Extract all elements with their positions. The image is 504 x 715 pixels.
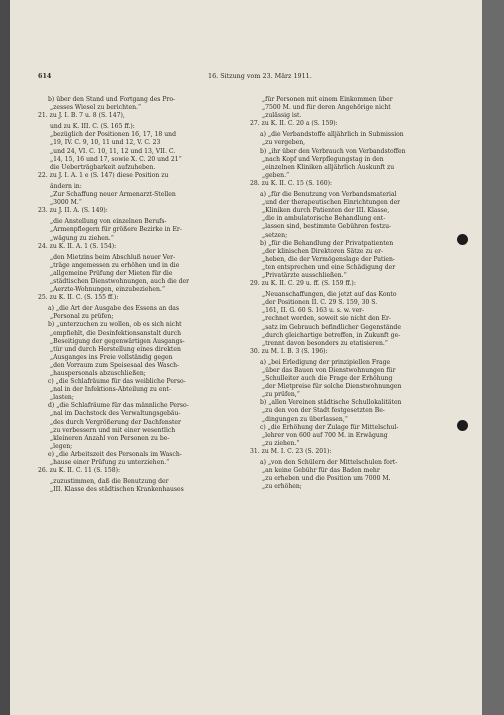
page-edge-background [482, 0, 504, 715]
text-line: „ten entsprechen und eine Schädigung der [262, 263, 396, 271]
text-line: „Zur Schaffung neuer Armenarzt-Stellen [50, 191, 176, 199]
text-line: „zuzustimmen, daß die Benutzung der [50, 478, 169, 486]
text-line: 22. zu J. I. A. 1 e (S. 147) diese Position zu [38, 171, 169, 179]
text-line: 27. zu K. II. C. 20 a (S. 159): [250, 120, 338, 128]
text-line: „zulässig ist. [262, 112, 302, 120]
text-line: b) „ihr über den Verbrauch von Verbandstoffen [260, 147, 406, 155]
text-line: „tür und durch Herstellung eines direkten [50, 345, 181, 353]
text-line: a) „die Art der Ausgabe des Essens an das [48, 305, 180, 313]
text-line: „zu erheben und die Position um 7000 M. [262, 475, 391, 483]
text-line: „städtischen Dienstwohnungen, auch die der [50, 277, 190, 285]
text-line: „161, II. G. 60 S. 163 u. s. w. ver- [262, 307, 365, 315]
text-line: „19, IV. C. 9, 10, 11 und 12, V. C. 23 [50, 139, 161, 147]
text-line: „und der therapeutischen Einrichtungen der [262, 199, 401, 207]
text-line: „zu vergeben, [262, 139, 306, 147]
text-line: „an keine Gebühr für das Baden mehr [262, 467, 380, 475]
text-line: „satz im Gebrauch befindlicher Gegenstände [262, 323, 401, 331]
text-line: „lasten; [50, 394, 74, 402]
text-line: 23. zu J. II. A. (S. 149): [38, 207, 108, 215]
text-line: „trennt davon besonders zu etatisieren.“ [262, 339, 388, 347]
text-line: „setzen; [262, 231, 288, 239]
text-line: 24. zu K. II. A. 1 (S. 154): [38, 242, 117, 250]
text-line: 25. zu K. II. C. (S. 155 ff.): [38, 294, 119, 302]
text-line: „Aerzte-Wohnungen, einzubeziehen.“ [50, 286, 165, 294]
text-line: „zu prüfen,“ [262, 391, 300, 399]
text-line: „lehrer von 600 auf 700 M. in Erwägung [262, 431, 388, 439]
text-line: 31. zu M. I. C. 23 (S. 201): [250, 447, 332, 455]
text-line: d) „die Schlafräume für das männliche Perso- [48, 402, 189, 410]
text-line: „die in ambulatorische Behandlung ent- [262, 215, 386, 223]
text-line: „nal im Dachstock des Verwaltungsgebäu- [50, 410, 181, 418]
text-line: „zu verbessern und mit einer wesentlich [50, 426, 176, 434]
text-line: „Beseitigung der gegenwärtigen Ausgangs- [50, 337, 185, 345]
text-line: „Neuanschaffungen, die jetzt auf das Konto [262, 291, 397, 299]
text-line: „der Positionen II. C. 29 S. 159, 30 S. [262, 299, 378, 307]
text-line: e) „die Arbeitszeit des Personals im Wasch- [48, 450, 182, 458]
text-line: 29. zu K. II. C. 29 u. ff. (S. 159 ff.): [250, 280, 356, 288]
text-line: ändern in: [50, 182, 82, 190]
text-line: und zu K. III. C. (S. 165 ff.): [50, 123, 135, 131]
text-line: „die Anstellung von einzelnen Berufs- [50, 218, 167, 226]
text-line: „zu den von der Stadt festgesetzten Be- [262, 407, 385, 415]
text-line: „den Vorraum zum Speisesaal des Wasch- [50, 361, 180, 369]
text-line: „der Mietpreise für solche Dienstwohnungen [262, 383, 402, 391]
text-line: „geben.“ [262, 171, 290, 179]
text-line: „durch gleichartige betreffen, in Zukunft ge- [262, 331, 401, 339]
text-line: 26. zu K. II. C. 11 (S. 158): [38, 467, 121, 475]
text-line: a) „bei Erledigung der prinzipiellen Frage [260, 358, 391, 366]
text-line: „hauspersonals abzuschließen; [50, 370, 146, 377]
text-line: „hause einer Prüfung zu unterziehen.“ [50, 459, 170, 467]
text-line: „wägung zu ziehen.“ [50, 234, 114, 242]
text-line: „dingungen zu überlassen,“ [262, 415, 348, 423]
text-line: „allgemeine Prüfung der Mieten für die [50, 269, 173, 277]
punch-hole [457, 234, 468, 245]
text-line: „empfiehlt, die Desinfektionsanstalt durch [50, 329, 182, 337]
text-line: c) „die Erhöhung der Zulage für Mittelschul- [260, 423, 399, 431]
text-line: „Schulleiter auch die Frage der Erhöhung [262, 375, 393, 383]
text-line: c) „die Schlafräume für das weibliche Perso- [48, 378, 186, 386]
text-line: „über das Bauen von Dienstwohnungen für [262, 367, 396, 374]
text-line: „3000 M.“ [50, 199, 82, 207]
text-line: „lassen sind, bestimmte Gebühren festzu- [262, 223, 392, 231]
left-column [38, 96, 243, 494]
text-line: „einzelnen Kliniken alljährlich Auskunft zu [262, 163, 395, 171]
page-title: 16. Sitzung vom 23. März 1911. [208, 72, 312, 80]
text-line: „Personal zu prüfen; [50, 313, 114, 321]
text-line: „zesses Wiesel zu berichten.“ [50, 104, 142, 112]
text-line: „heben, die der Vermögenslage der Patien- [262, 255, 395, 263]
text-line: „den Mietzins beim Abschluß neuer Ver- [50, 253, 176, 261]
text-line: b) „für die Behandlung der Privatpatienten [260, 239, 394, 247]
text-line: „Kliniken durch Patienten der III. Klasse, [262, 207, 390, 215]
text-line: „rechnet werden, soweit sie nicht den Er- [262, 315, 391, 323]
text-line: b) „allen Vereinen städtische Schullokalitäten [260, 399, 402, 407]
text-line: „7500 M. und für deren Angehörige nicht [262, 104, 391, 112]
text-line: „nal in der Infektions-Abteilung zu ent- [50, 386, 171, 394]
text-line: 30. zu M. I. B. 3 (S. 196): [250, 347, 328, 355]
text-line: „Ausganges ins Freie vollständig gegen [50, 353, 173, 361]
text-line: „und 24, VI. C. 10, 11, 12 und 13, VII. C. [50, 147, 176, 155]
page-number: 614 [38, 72, 52, 80]
text-line: „träge angemessen zu erhöhen und in die [50, 261, 180, 269]
text-line: „Armenpflegern für größere Bezirke in Er- [50, 226, 182, 234]
text-line: „III. Klasse des städtischen Krankenhauses [50, 486, 184, 494]
text-line: „bezüglich der Positionen 16, 17, 18 und [50, 131, 176, 139]
text-line: „kleineren Anzahl von Personen zu be- [50, 434, 170, 442]
text-line: „nach Kopf und Verpflegungstag in den [262, 155, 384, 163]
document-page [10, 0, 482, 715]
text-line: b) über den Stand und Fortgang des Pro- [48, 96, 176, 103]
text-line: b) „unterzuchen zu wollen, ob es sich nicht [48, 321, 182, 329]
text-line: a) „die Verbandstoffe alljährlich in Submission [260, 131, 404, 139]
text-line: „14, 15, 16 und 17, sowie X. C. 20 und 21“ [50, 155, 182, 163]
text-line: „zu ziehen.“ [262, 439, 300, 447]
text-line: „für Personen mit einem Einkommen über [262, 96, 393, 103]
text-line: „Privatärzte ausschließen.“ [262, 271, 347, 279]
text-line: 21. zu J. I. B. 7 u. 8 (S. 147), [38, 112, 125, 120]
punch-hole [457, 420, 468, 431]
text-line: 28. zu K. II. C. 15 (S. 160): [250, 179, 333, 187]
text-line: a) „für die Benutzung von Verbandsmaterial [260, 191, 397, 199]
right-column [250, 96, 455, 491]
text-line: die Ueberträgbarkeit aufzuheben. [50, 163, 156, 171]
text-line: „zu erhöhen; [262, 483, 302, 491]
page-header [38, 72, 468, 84]
text-line: „des durch Vergrößerung der Dachfenster [50, 418, 181, 426]
text-line: a) „von den Schülern der Mittelschulen fort- [260, 459, 398, 467]
text-line: „der klinischen Direktoren Sätze zu er- [262, 247, 384, 255]
text-line: „legen; [50, 442, 73, 450]
